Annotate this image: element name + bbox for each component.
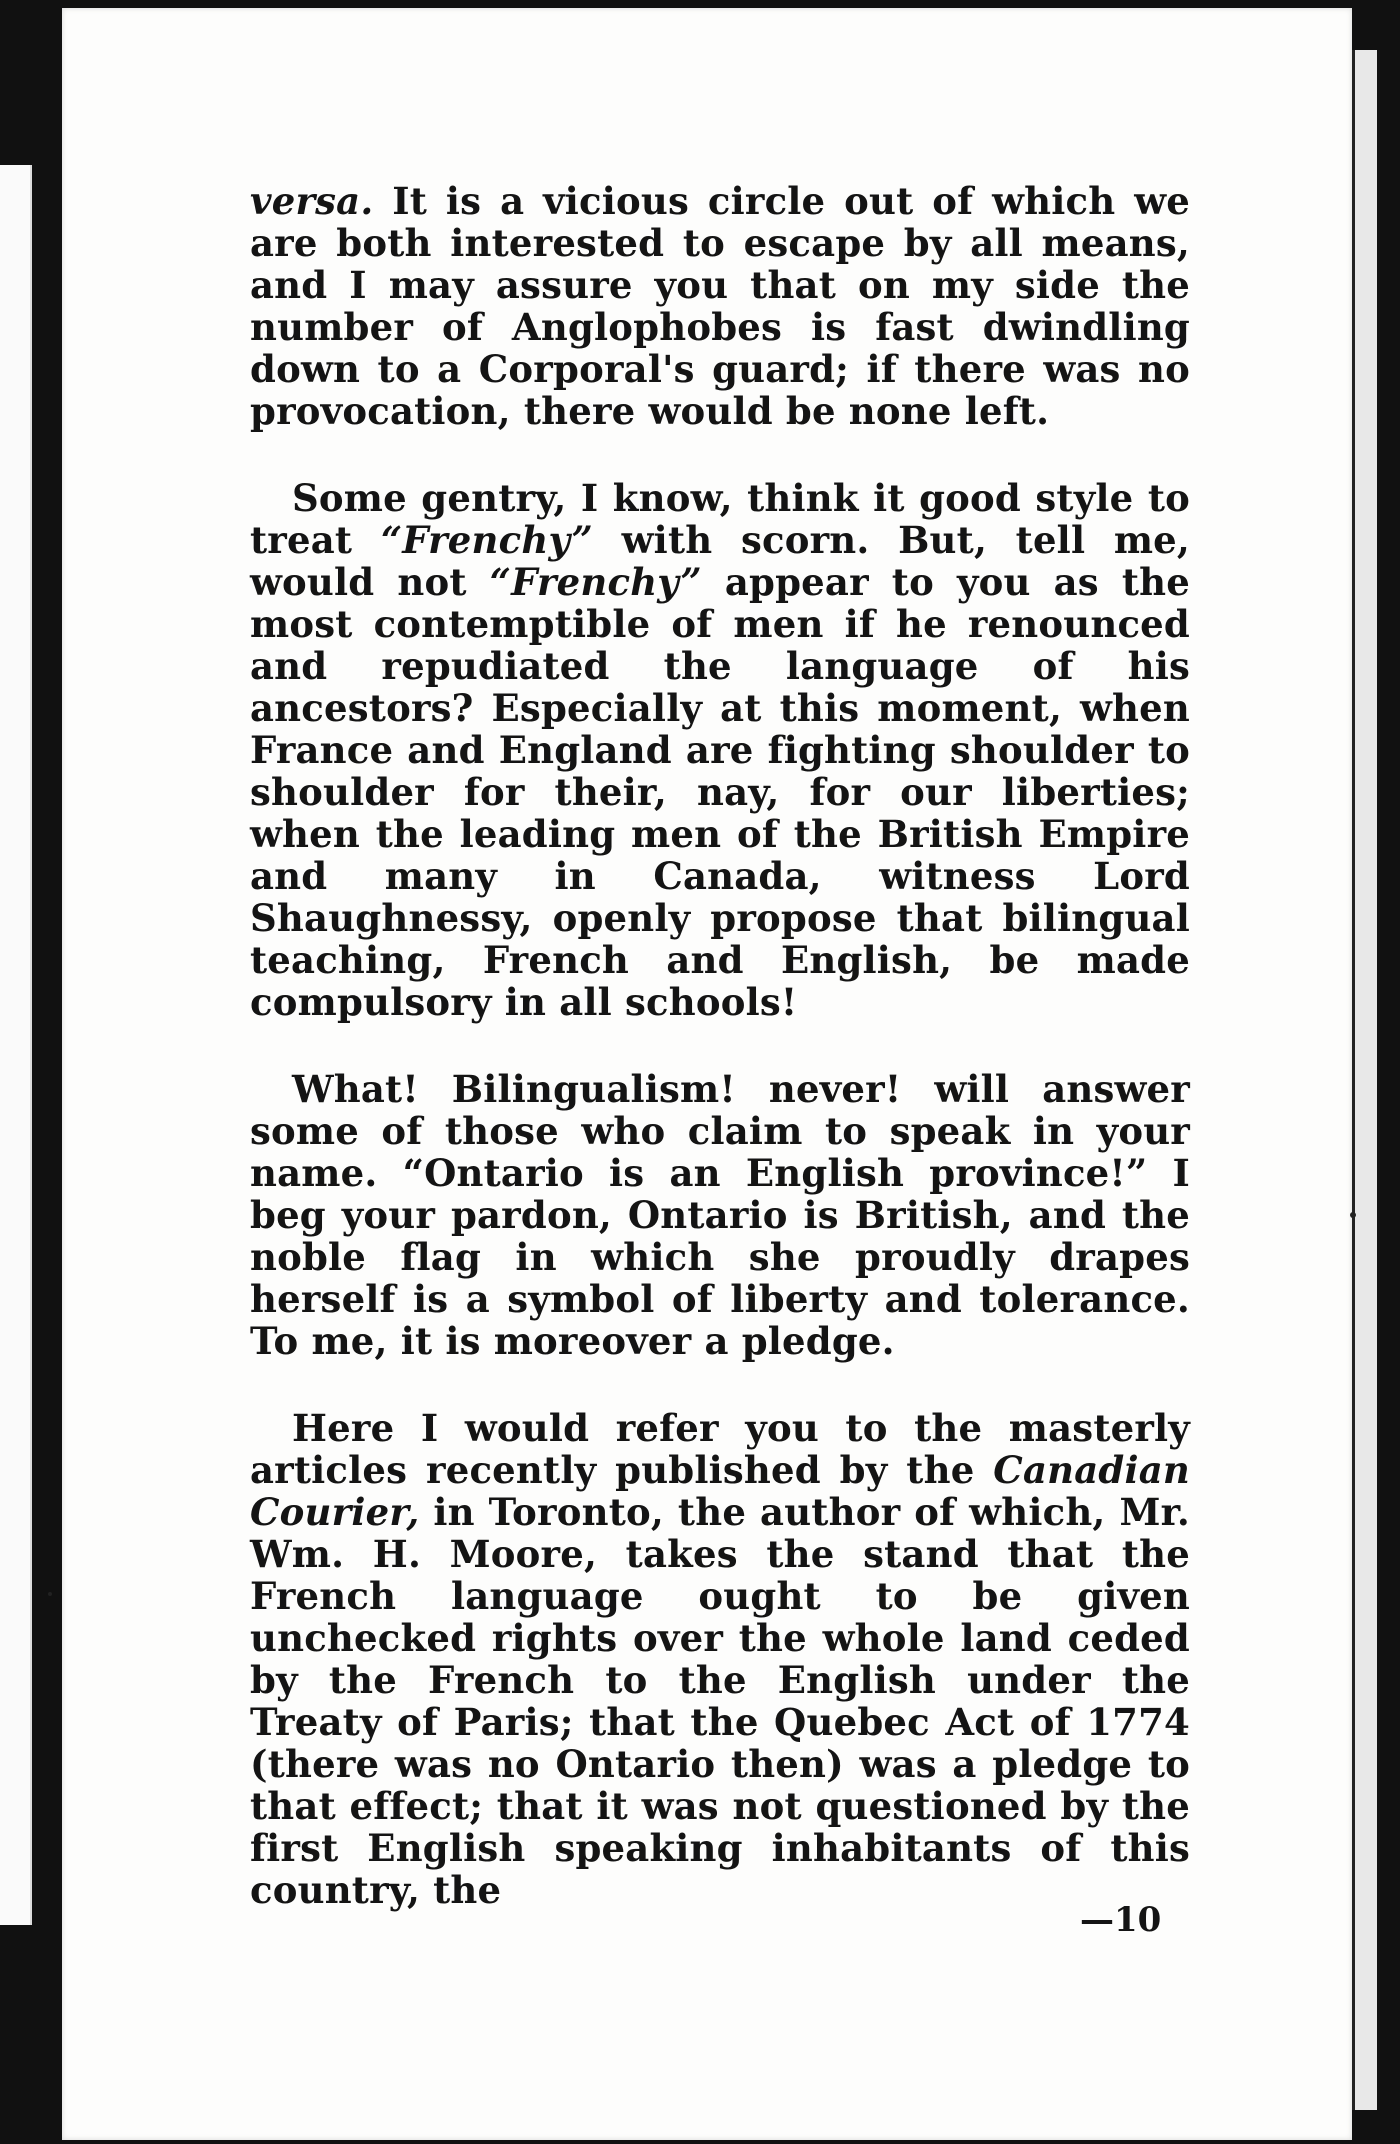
paragraph-2	[250, 477, 1190, 1023]
italic-word: “Frenchy”	[489, 560, 702, 604]
paragraph-text: appear to you as the most contemptible of men if he renounced and repudiated the language of his ancestors? Especially at this moment, when France and England are fighting shoulder to shoulder for their, nay, for our liberties; when the leading men of the British Empire and many in Canada, witness Lord Shaughnessy, openly propose that bilingual teaching, French and English, be made compulsory in all schools!	[250, 560, 1190, 1024]
paragraph-1	[250, 180, 1190, 432]
paragraph-text: What! Bilingualism! never! will answer some of those who claim to speak in your name. “Ontario is an English province!” I beg your pardon, Ontario is British, and the noble flag in which she proudly drapes herself is a symbol of liberty and tolerance. To me, it is moreover a pledge.	[250, 1067, 1190, 1363]
page-body-text	[250, 180, 1190, 1956]
scan-speck	[48, 1592, 52, 1596]
paragraph-4	[250, 1407, 1190, 1911]
right-page-edge	[1352, 50, 1377, 2110]
paragraph-3	[250, 1068, 1190, 1362]
page-number: —10	[1080, 1900, 1162, 1940]
paragraph-text: Here I would refer you to the masterly articles recently published by the	[250, 1406, 1190, 1492]
italic-word: versa.	[250, 179, 374, 223]
scan-speck	[1350, 1212, 1356, 1218]
left-page-edge	[0, 165, 32, 1925]
paragraph-text: Some gentry, I know, think it good style to treat	[250, 476, 1190, 562]
italic-word: “Frenchy”	[380, 518, 594, 562]
paragraph-text: in Toronto, the author of which, Mr. Wm. H. Moore, takes the stand that the French language ought to be given unchecked rights over the whole land ceded by the French to the English under the Treaty of Paris; that the Quebec Act of 1774 (there was no Ontario then) was a pledge to that effect; that it was not questioned by the first English speaking inhabitants of this country, the	[250, 1490, 1190, 1912]
paragraph-text: with scorn. But, tell me, would not	[250, 518, 1190, 604]
paragraph-text: It is a vicious circle out of which we are both interested to escape by all means, and I may assure you that on my side the number of Anglophobes is fast dwindling down to a Corporal's guard; if there was no provocation, there would be none left.	[250, 179, 1190, 433]
italic-title: Canadian Courier,	[250, 1448, 1190, 1534]
